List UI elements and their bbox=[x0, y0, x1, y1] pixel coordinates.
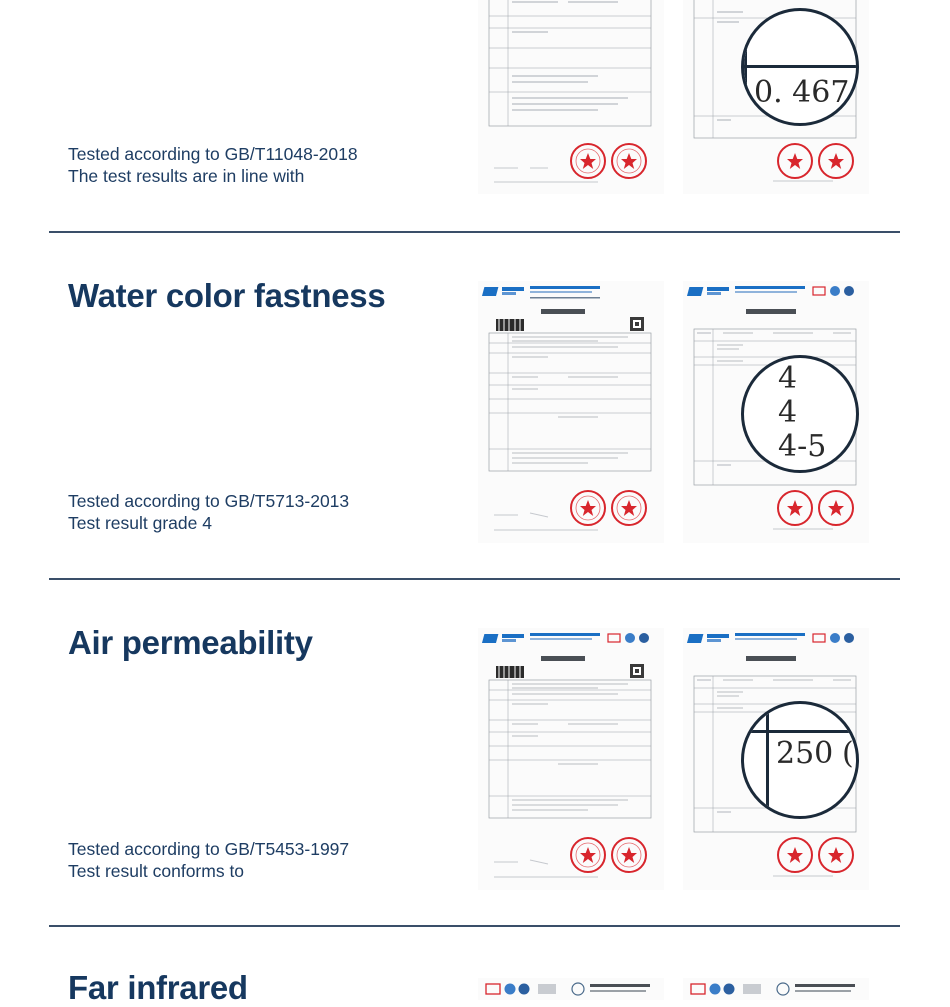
section-2-title: Water color fastness bbox=[68, 277, 386, 314]
stamp-icon bbox=[778, 491, 812, 525]
magnified-value: 4 bbox=[778, 361, 798, 396]
gttc-logo-icon bbox=[482, 287, 524, 296]
gttc-logo-icon bbox=[687, 287, 729, 296]
section-2-desc-line-1: Tested according to GB/T5713-2013 bbox=[68, 491, 350, 511]
test-report-document-left bbox=[478, 978, 664, 1000]
magnified-value: 0. 467 bbox=[754, 75, 850, 110]
stamp-icon bbox=[612, 491, 646, 525]
stamp-icon bbox=[571, 838, 605, 872]
test-report-document-right bbox=[683, 978, 869, 1000]
stamp-icon bbox=[571, 144, 605, 178]
section-3-desc-line-1: Tested according to GB/T5453-1997 bbox=[68, 839, 350, 859]
section-2-description bbox=[68, 490, 349, 534]
gttc-logo-icon bbox=[687, 634, 729, 643]
magnified-value-cut: ( bbox=[842, 736, 854, 771]
section-divider bbox=[49, 231, 900, 233]
section-1-description bbox=[68, 143, 358, 187]
stamp-icon bbox=[819, 838, 853, 872]
magnified-value: 4-5 bbox=[778, 429, 827, 464]
stamp-icon bbox=[612, 838, 646, 872]
gttc-logo-icon bbox=[482, 634, 524, 643]
magnified-value: 4 bbox=[778, 395, 798, 430]
section-4-title: Far infrared bbox=[68, 969, 248, 1006]
stamp-icon bbox=[778, 144, 812, 178]
section-3-desc-line-2: Test result conforms to bbox=[68, 861, 245, 881]
stamp-icon bbox=[612, 144, 646, 178]
test-report-document-left bbox=[478, 0, 664, 194]
section-1-desc-line-1: Tested according to GB/T11048-2018 bbox=[68, 144, 358, 164]
magnifier-lens bbox=[741, 355, 859, 473]
stamp-icon bbox=[819, 491, 853, 525]
magnifier-lens bbox=[741, 701, 859, 819]
stamp-icon bbox=[778, 838, 812, 872]
section-3-title: Air permeability bbox=[68, 624, 313, 661]
test-report-document-left bbox=[478, 281, 664, 543]
section-3-description bbox=[68, 838, 349, 882]
section-divider bbox=[49, 925, 900, 927]
section-divider bbox=[49, 578, 900, 580]
magnified-value: 250 bbox=[776, 736, 834, 771]
section-1-desc-line-2: The test results are in line with bbox=[68, 166, 305, 186]
magnified-values bbox=[778, 362, 826, 464]
magnifier-lens bbox=[741, 8, 859, 126]
test-report-document-left bbox=[478, 628, 664, 890]
stamp-icon bbox=[571, 491, 605, 525]
section-2-desc-line-2: Test result grade 4 bbox=[68, 513, 212, 533]
stamp-icon bbox=[819, 144, 853, 178]
